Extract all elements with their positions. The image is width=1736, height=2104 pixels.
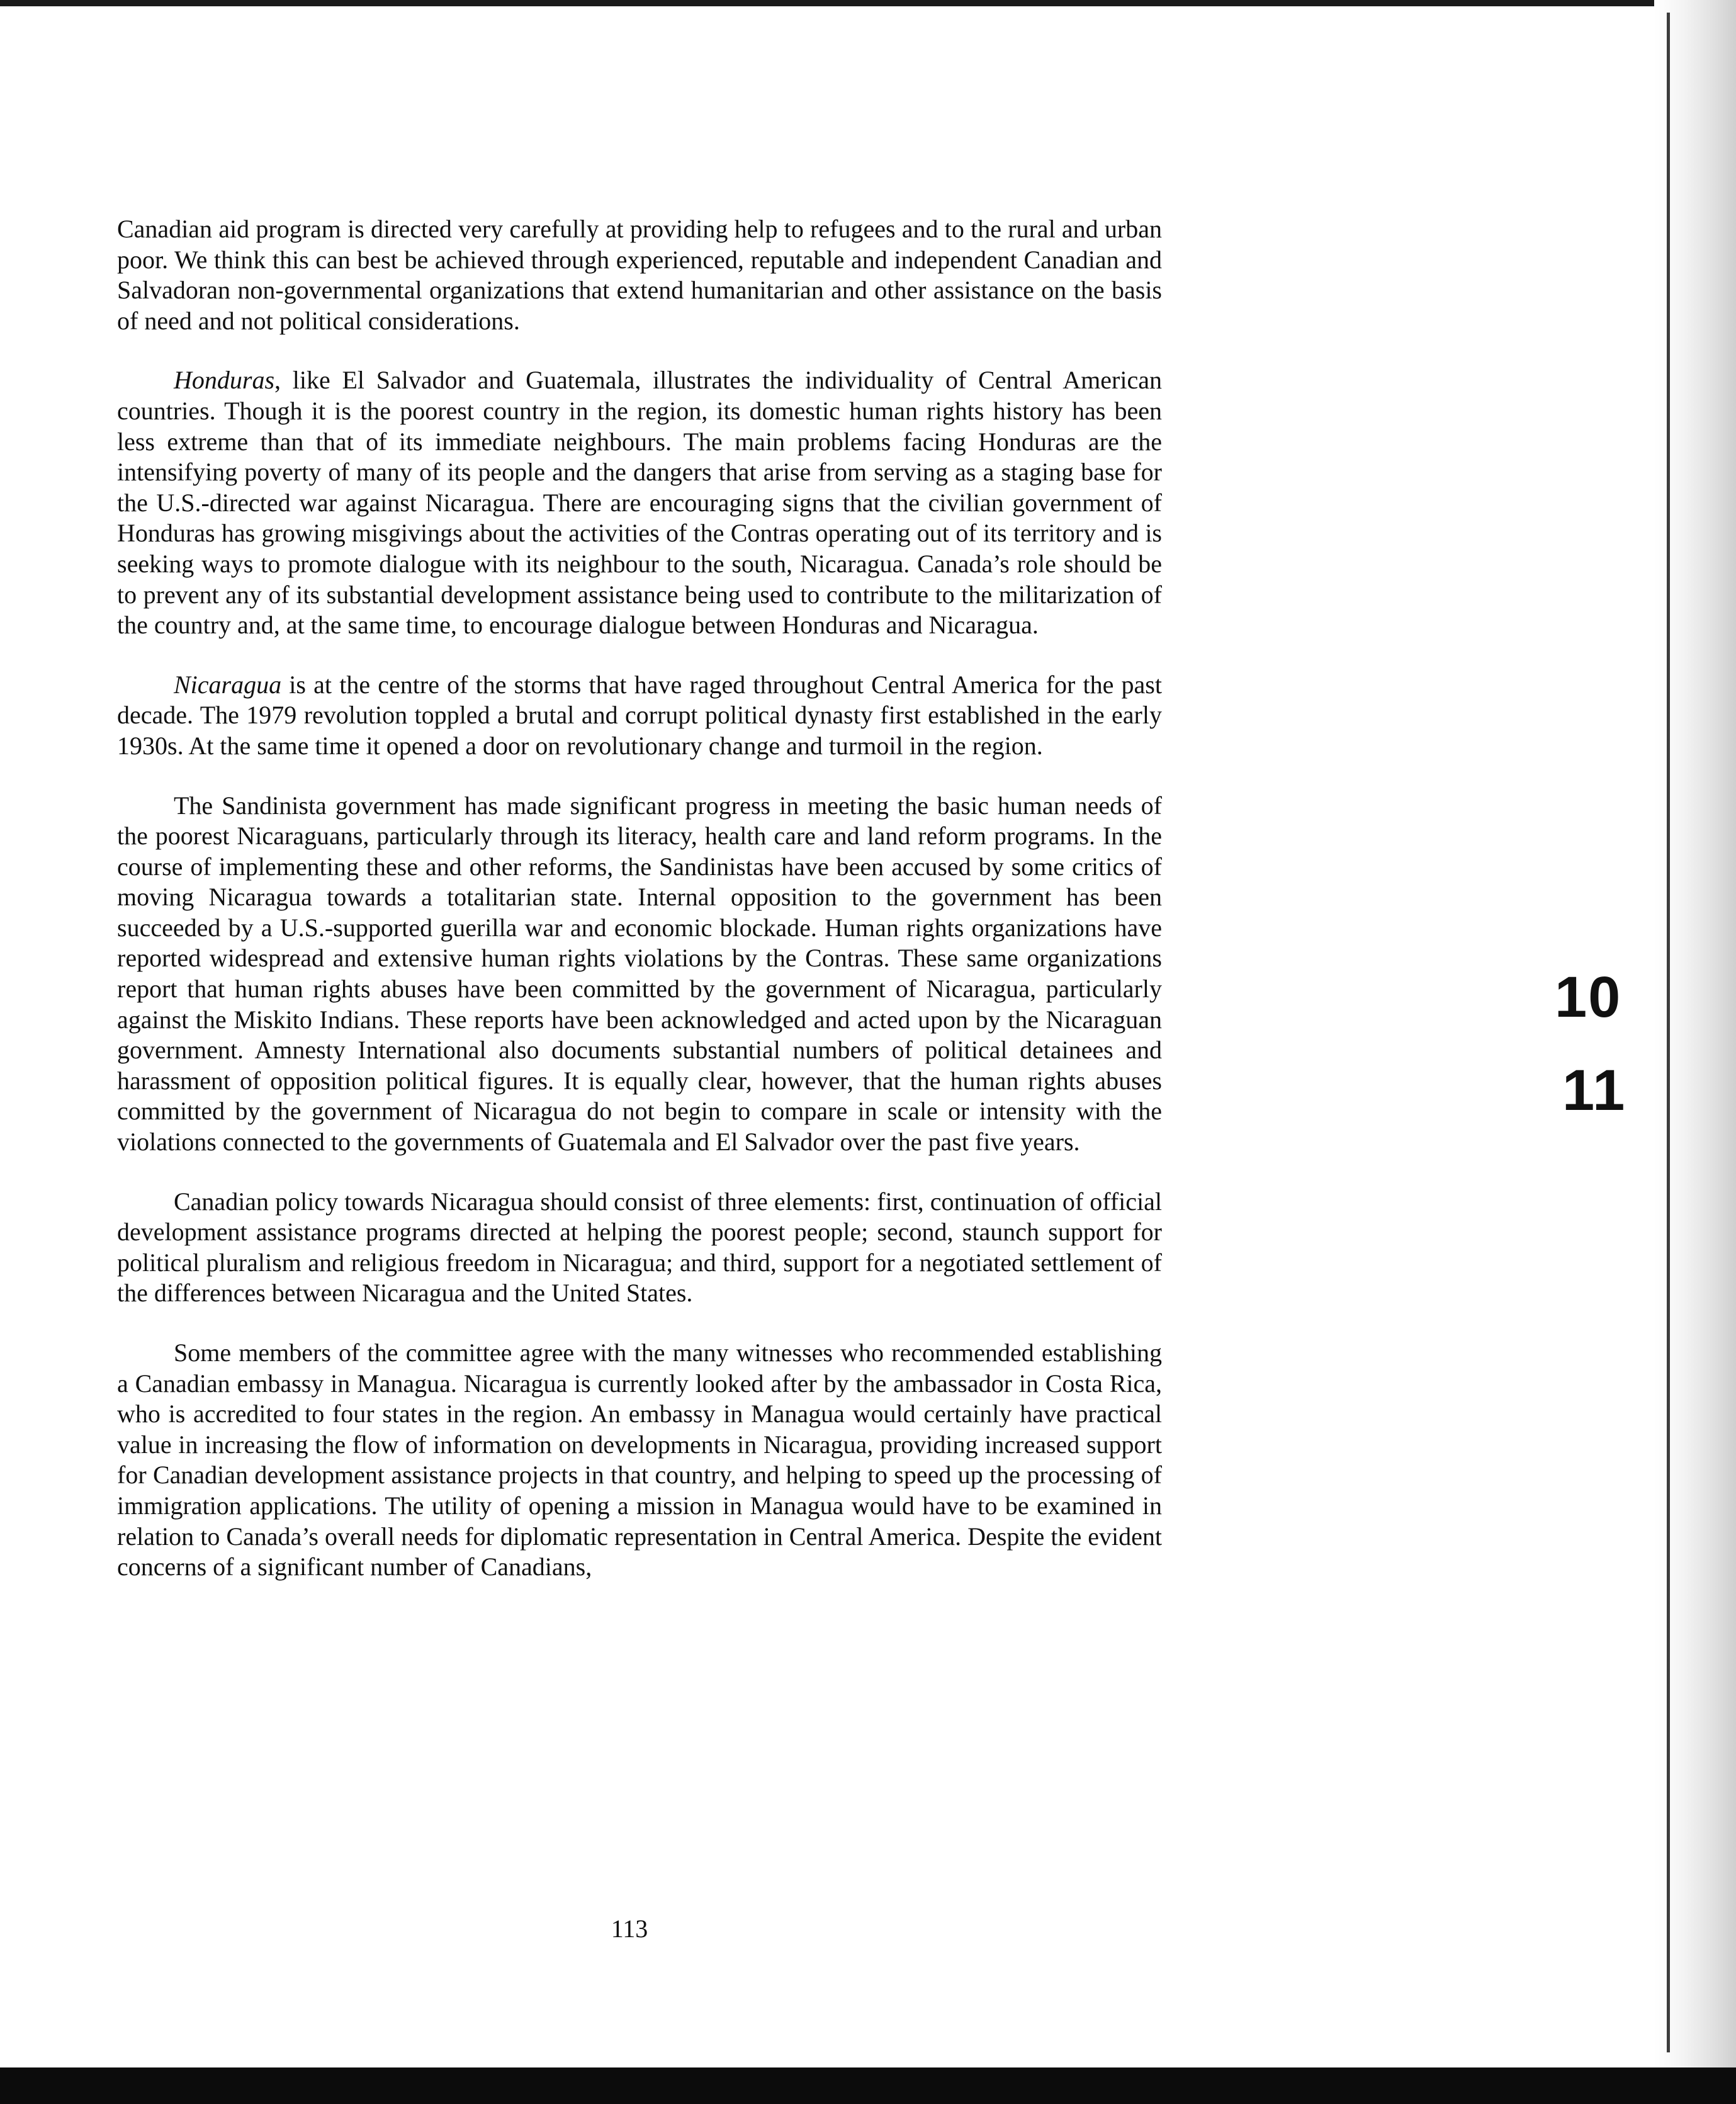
body-text (117, 214, 1162, 1612)
paragraph-honduras-text: , like El Salvador and Guatemala, illustrates the individuality of Central American countries. Though it is the poorest country in the region, its domestic human rights history has been less extreme than that of its immediate neighbours. The main problems facing Honduras are the intensifying poverty of many of its people and the dangers that arise from serving as a staging base for the U.S.-directed war against Nicaragua. There are encouraging signs that the civilian government of Honduras has growing misgivings about the activities of the Contras operating out of its territory and is seeking ways to promote dialogue with its neighbour to the south, Nicaragua. Canada’s role should be to prevent any of its substantial development assistance being used to contribute to the militarization of the country and, at the same time, to encourage dialogue between Honduras and Nicaragua. (117, 366, 1162, 640)
paragraph-canadian-policy: Canadian policy towards Nicaragua should consist of three elements: first, continuation of official development assistance programs directed at helping the poorest people; second, staunch support for political pluralism and religious freedom in Nicaragua; and third, support for a negotiated settlement of the differences between Nicaragua and the United States. (117, 1187, 1162, 1308)
margin-tab-11: 11 (1562, 1058, 1626, 1123)
margin-tab-10: 10 (1555, 965, 1622, 1029)
scan-bottom-edge (0, 2067, 1736, 2104)
country-name-nicaragua: Nicaragua (174, 670, 282, 699)
paragraph-honduras (117, 365, 1162, 640)
paragraph-embassy: Some members of the committee agree with the many witnesses who recommended establishing a Canadian embassy in Managua. Nicaragua is currently looked after by the ambassador in Costa Rica, who is accredited to four states in the region. An embassy in Managua would certainly have practical value in increasing the flow of information on developments in Nicaragua, providing increased support for Canadian development assistance projects in that country, and helping to speed up the processing of immigration applications. The utility of opening a mission in Managua would have to be examined in relation to Canada’s overall needs for diplomatic representation in Central America. Despite the evident concerns of a significant number of Canadians, (117, 1338, 1162, 1581)
paragraph-sandinista: The Sandinista government has made significant progress in meeting the basic human needs of the poorest Nicaraguans, particularly through its literacy, health care and land reform programs. In the course of implementing these and other reforms, the Sandinistas have been accused by some critics of moving Nicaragua towards a totalitarian state. Internal opposition to the government has been succeeded by a U.S.-supported guerilla war and economic blockade. Human rights organizations have reported widespread and extensive human rights violations by the Contras. These same organizations report that human rights abuses have been committed by the government of Nicaragua, particularly against the Miskito Indians. These reports have been acknowledged and acted upon by the Nicaraguan government. Amnesty International also documents substantial numbers of political detainees and harassment of opposition political figures. It is equally clear, however, that the human rights abuses committed by the government of Nicaragua do not begin to compare in scale or intensity with the violations connected to the governments of Guatemala and El Salvador over the past five years. (117, 791, 1162, 1157)
paragraph-nicaragua-text: is at the centre of the storms that have raged throughout Central America for the past decade. The 1979 revolution toppled a brutal and corrupt political dynasty first established in the early 1930s. At the same time it opened a door on revolutionary change and turmoil in the region. (117, 670, 1162, 760)
country-name-honduras: Honduras (174, 366, 275, 395)
paragraph-aid-program: Canadian aid program is directed very carefully at providing help to refugees and to the rural and urban poor. We think this can best be achieved through experienced, reputable and independent Canadian and Salvadoran non-governmental organizations that extend humanitarian and other assistance on the basis of need and not political considerations. (117, 215, 1162, 335)
page-number: 113 (611, 1915, 648, 1943)
binding-line (1667, 13, 1670, 2052)
scan-top-edge (0, 0, 1736, 6)
paragraph-nicaragua (117, 670, 1162, 762)
